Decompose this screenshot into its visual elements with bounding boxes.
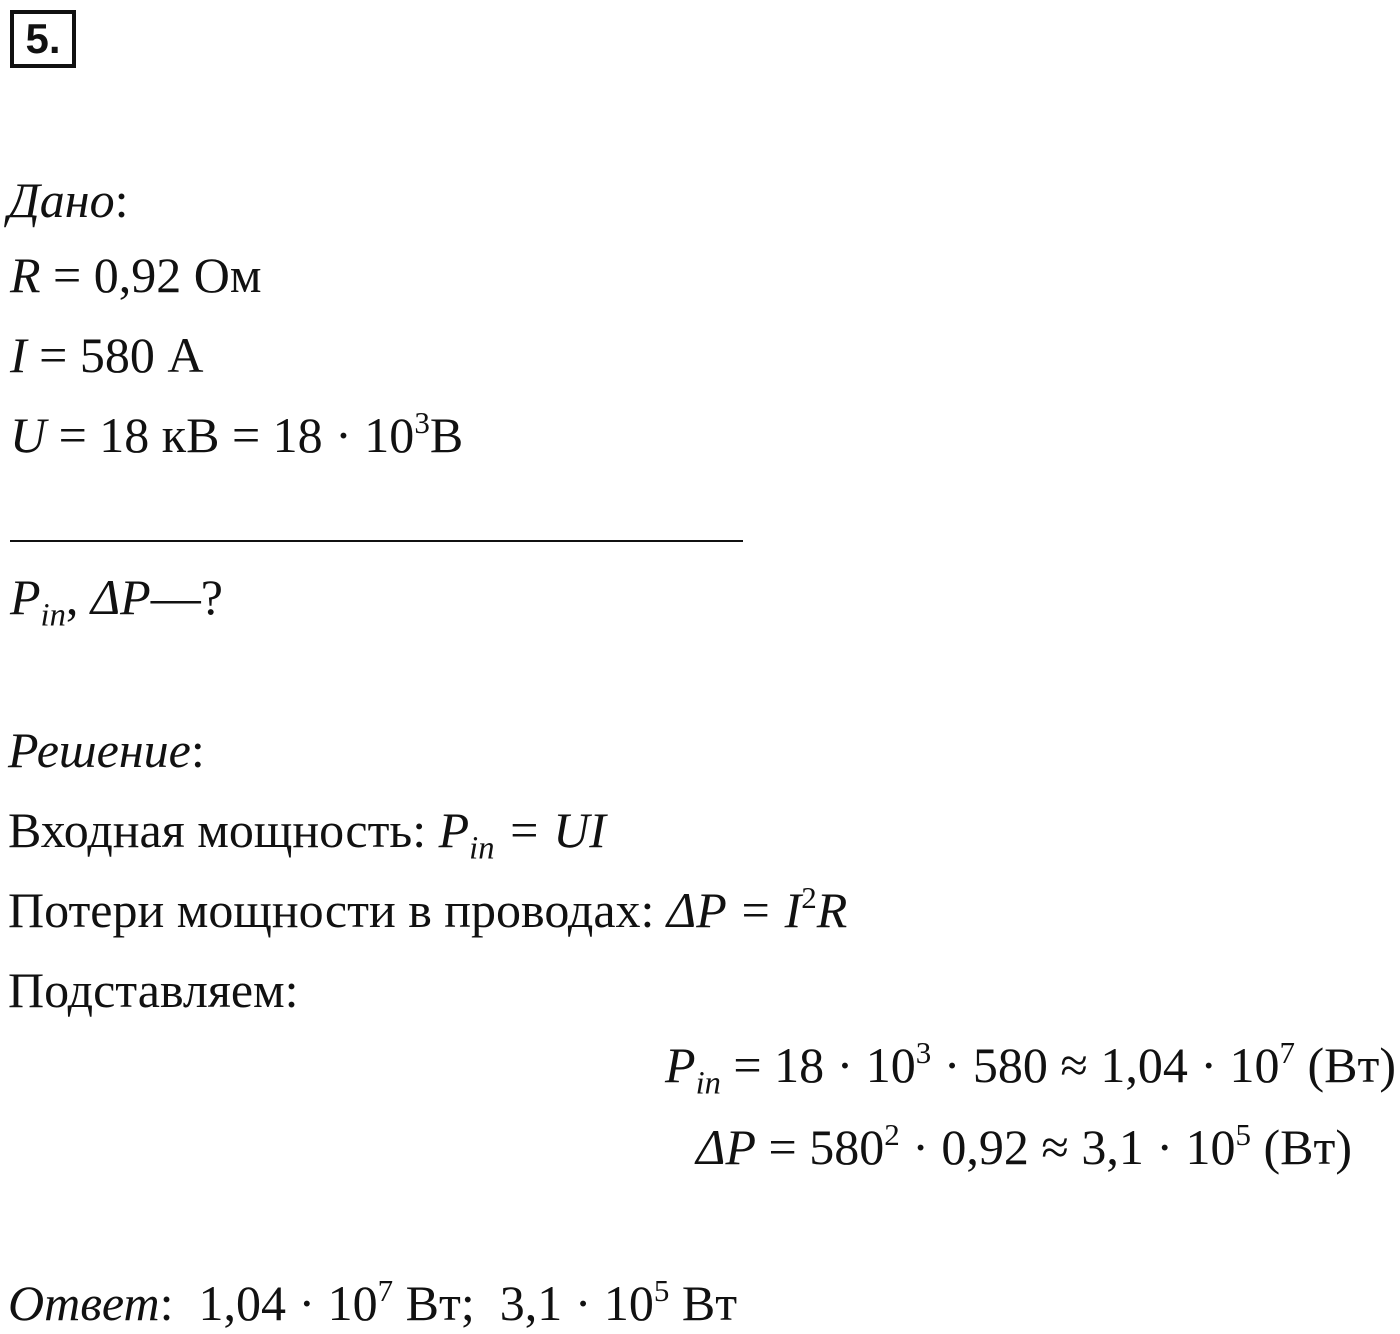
given-current — [10, 327, 204, 383]
calc1-b: · 580 ≈ 1,04 · 10 — [931, 1037, 1280, 1093]
answer-colon: : — [159, 1275, 174, 1331]
answer-v1: 1,04 · 10 — [173, 1275, 378, 1331]
current-value: = 580 А — [26, 327, 204, 383]
find-line — [10, 569, 223, 634]
voltage-exponent: 3 — [414, 404, 430, 440]
solution-line-3 — [8, 962, 299, 1018]
problem-number: 5. — [10, 10, 76, 68]
substitute-text: Подставляем: — [8, 962, 299, 1018]
given-divider — [10, 540, 743, 542]
power-loss-dp: ΔP — [666, 882, 726, 938]
calc1-a: = 18 · 10 — [720, 1037, 916, 1093]
input-power-text: Входная мощность: — [8, 802, 439, 858]
power-loss-r: R — [816, 882, 848, 938]
calc1-unit: (Вт) — [1294, 1037, 1396, 1093]
given-heading-line — [8, 172, 129, 228]
given-heading: Дано — [8, 172, 115, 228]
calc2-a: = 580 — [756, 1119, 885, 1175]
power-loss-text: Потери мощности в проводах: — [8, 882, 667, 938]
calc2-unit: (Вт) — [1250, 1119, 1352, 1175]
find-sep: , — [65, 569, 91, 625]
answer-v2-unit: Вт — [669, 1275, 738, 1331]
power-loss-eq: = I — [725, 882, 802, 938]
find-rest: —? — [150, 569, 223, 625]
voltage-value: = 18 кВ = 18 · 10 — [46, 407, 415, 463]
solution-heading: Решение — [8, 722, 191, 778]
input-power-p: P — [438, 802, 470, 858]
find-p: P — [10, 569, 41, 625]
calc-input-power — [665, 1034, 1396, 1102]
solution-line-2 — [8, 879, 848, 938]
calc2-exp1: 2 — [884, 1116, 900, 1152]
calc1-exp1: 3 — [915, 1034, 932, 1070]
answer-v1-unit: Вт; — [393, 1275, 500, 1331]
answer-v1-exp: 7 — [377, 1272, 394, 1308]
voltage-var: U — [10, 407, 47, 463]
answer-v2: 3,1 · 10 — [499, 1275, 654, 1331]
find-p-sub: in — [40, 597, 66, 634]
calc1-p: P — [665, 1037, 696, 1093]
given-resistance — [10, 247, 262, 303]
answer-heading: Ответ — [8, 1275, 160, 1331]
calc-power-loss — [696, 1116, 1352, 1175]
given-voltage — [10, 404, 464, 463]
voltage-unit: В — [429, 407, 464, 463]
calc1-exp2: 7 — [1279, 1034, 1295, 1070]
solution-colon: : — [190, 722, 205, 778]
power-loss-exp: 2 — [801, 879, 817, 915]
answer-line — [8, 1272, 738, 1331]
resistance-value: = 0,92 Ом — [40, 247, 262, 303]
answer-v2-exp: 5 — [653, 1272, 670, 1308]
resistance-var: R — [10, 247, 41, 303]
given-colon: : — [114, 172, 129, 228]
calc2-dp: ΔP — [696, 1119, 757, 1175]
solution-line-1 — [8, 802, 606, 867]
calc2-exp2: 5 — [1235, 1116, 1251, 1152]
find-dp: ΔP — [90, 569, 151, 625]
current-var: I — [10, 327, 27, 383]
calc2-b: · 0,92 ≈ 3,1 · 10 — [899, 1119, 1236, 1175]
input-power-formula: = UI — [494, 802, 606, 858]
calc1-sub: in — [695, 1065, 721, 1102]
input-power-sub: in — [469, 830, 495, 867]
solution-heading-line — [8, 722, 205, 778]
